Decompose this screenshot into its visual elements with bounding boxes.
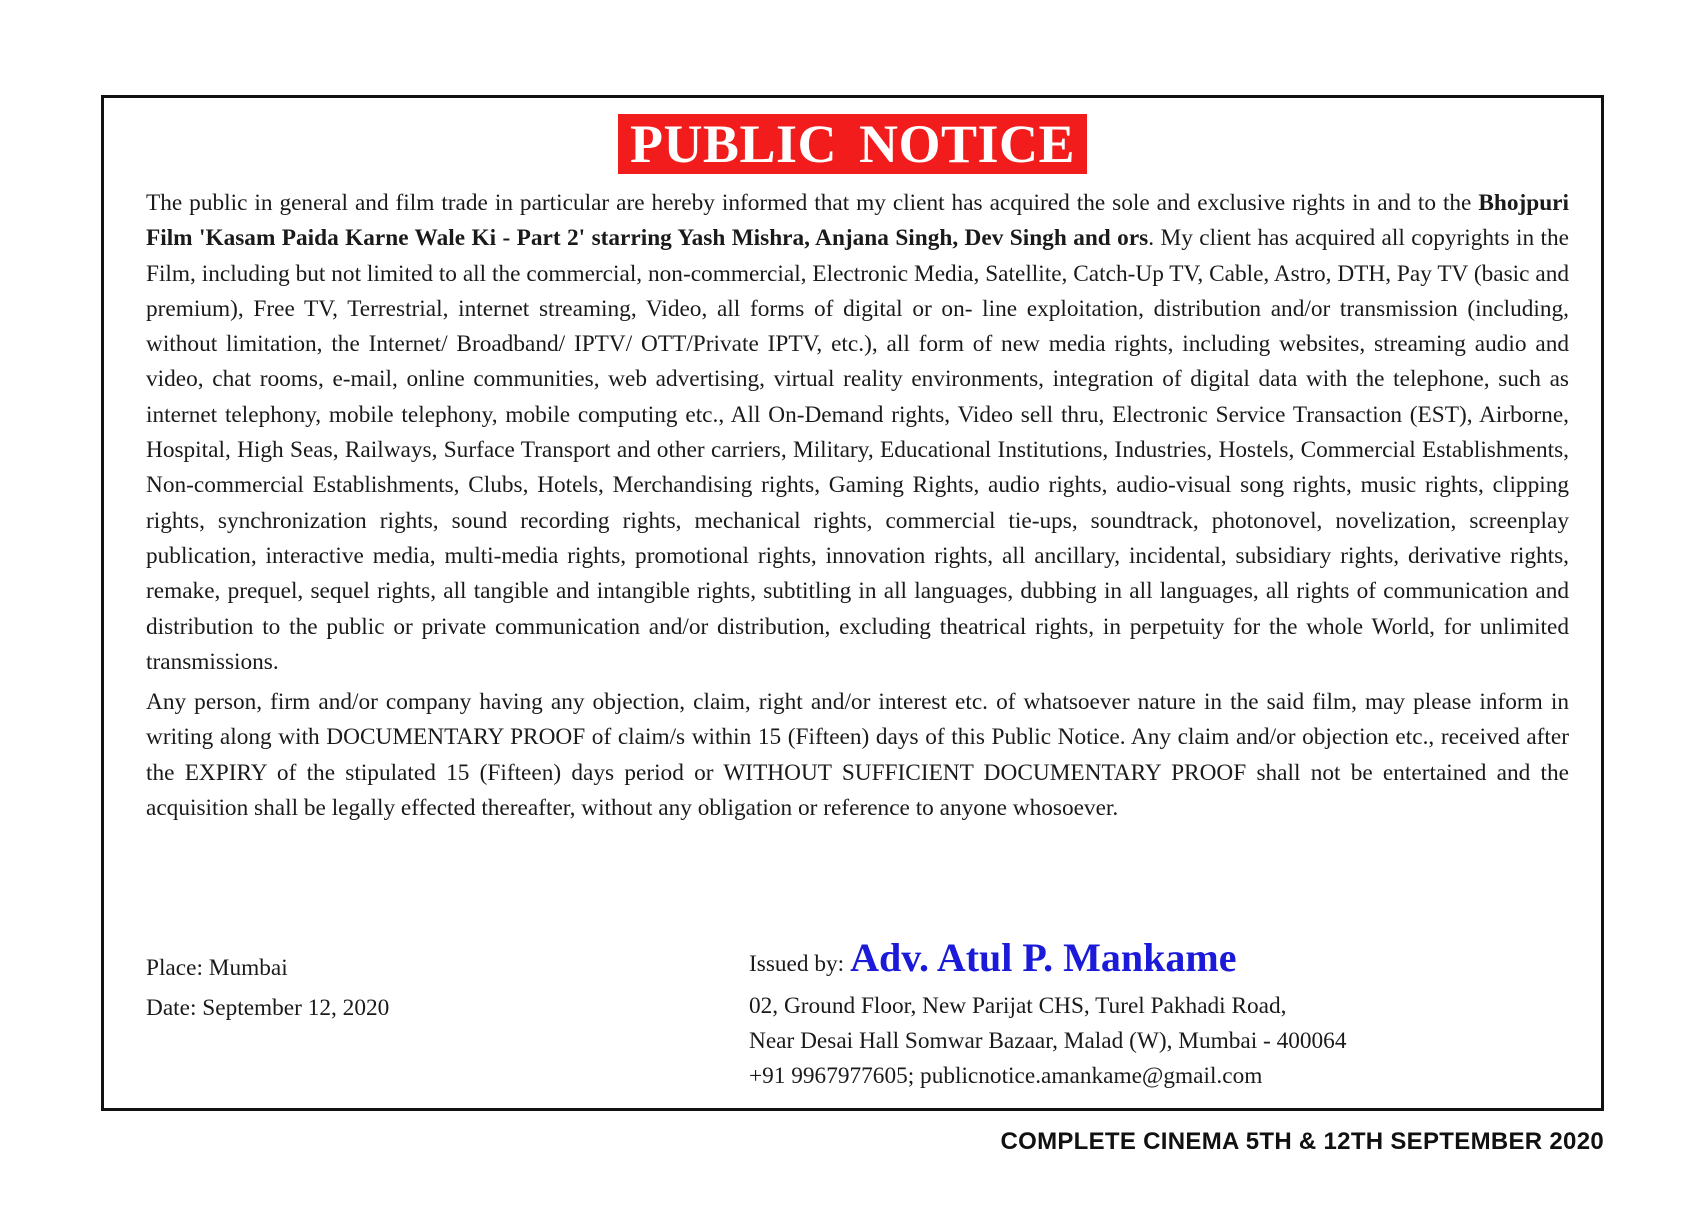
issued-by-line [749,933,1346,989]
address-line-1: 02, Ground Floor, New Parijat CHS, Turel Pakhadi Road, [749,993,1287,1019]
title-wrap [104,114,1601,174]
issuer-name: Adv. Atul P. Mankame [850,935,1237,980]
film-title: Bhojpuri Film 'Kasam Paida Karne Wale Ki - Part 2' starring Yash Mishra, Anjana Singh, Dev Singh and ors [146,190,1569,252]
place-date-block [146,948,389,1028]
notice-frame [101,95,1604,1111]
contact-line: +91 9967977605; publicnotice.amankame@gmail.com [749,1063,1263,1089]
place: Place: Mumbai [146,955,288,981]
notice-body [146,186,1569,826]
address-line-2: Near Desai Hall Somwar Bazaar, Malad (W), Mumbai - 400064 [749,1028,1347,1054]
issuer-block [749,933,1346,1094]
publication-footer: COMPLETE CINEMA 5TH & 12TH SEPTEMBER 2020 [1000,1128,1604,1155]
paragraph-rights [146,186,1569,680]
paragraph-rights-list: . My client has acquired all copyrights in the Film, including but not limited to all the commercial, non-commercial, Electronic Media, Satellite, Catch-Up TV, Cable, Astro, DTH, Pay TV (basic and premium), Free TV, Terrestrial, internet streaming, Video, all forms of digital or on- line exploitation, distribution and/or transmission (including, without limitation, the Internet/ Broadband/ IPTV/ OTT/Private IPTV, etc.), all form of new media rights, including websites, streaming audio and video, chat rooms, e-mail, online communities, web advertising, virtual reality environments, integration of digital data with the telephone, such as internet telephony, mobile telephony, mobile computing etc., All On-Demand rights, Video sell thru, Electronic Service Transaction (EST), Airborne, Hospital, High Seas, Railways, Surface Transport and other carriers, Military, Educational Institutions, Industries, Hostels, Commercial Establishments, Non-commercial Establishments, Clubs, Hotels, Merchandising rights, Gaming Rights, audio rights, audio-visual song rights, music rights, clipping rights, synchronization rights, sound recording rights, mechanical rights, commercial tie-ups, soundtrack, photonovel, novelization, screenplay publication, interactive media, multi-media rights, promotional rights, innovation rights, all ancillary, incidental, subsidiary rights, derivative rights, remake, prequel, sequel rights, all tangible and intangible rights, subtitling in all languages, dubbing in all languages, all rights of communication and distribution to the public or private communication and/or distribution, excluding theatrical rights, in perpetuity for the whole World, for unlimited transmissions. [146,225,1569,675]
date: Date: September 12, 2020 [146,995,390,1021]
paragraph-objection: Any person, firm and/or company having any objection, claim, right and/or interest etc. of whatsoever nature in the said film, may please inform in writing along with DOCUMENTARY PROOF of claim/s within 15 (Fifteen) days of this Public Notice. Any claim and/or objection etc., received after the EXPIRY of the stipulated 15 (Fifteen) days period or WITHOUT SUFFICIENT DOCUMENTARY PROOF shall not be entertained and the acquisition shall be legally effected thereafter, without any obligation or reference to anyone whosoever. [146,689,1569,822]
notice-title: PUBLIC NOTICE [618,114,1087,174]
paragraph-intro: The public in general and film trade in particular are hereby informed that my client has acquired the sole and exclusive rights in and to the [146,190,1479,216]
issued-by-label: Issued by: [749,951,845,977]
